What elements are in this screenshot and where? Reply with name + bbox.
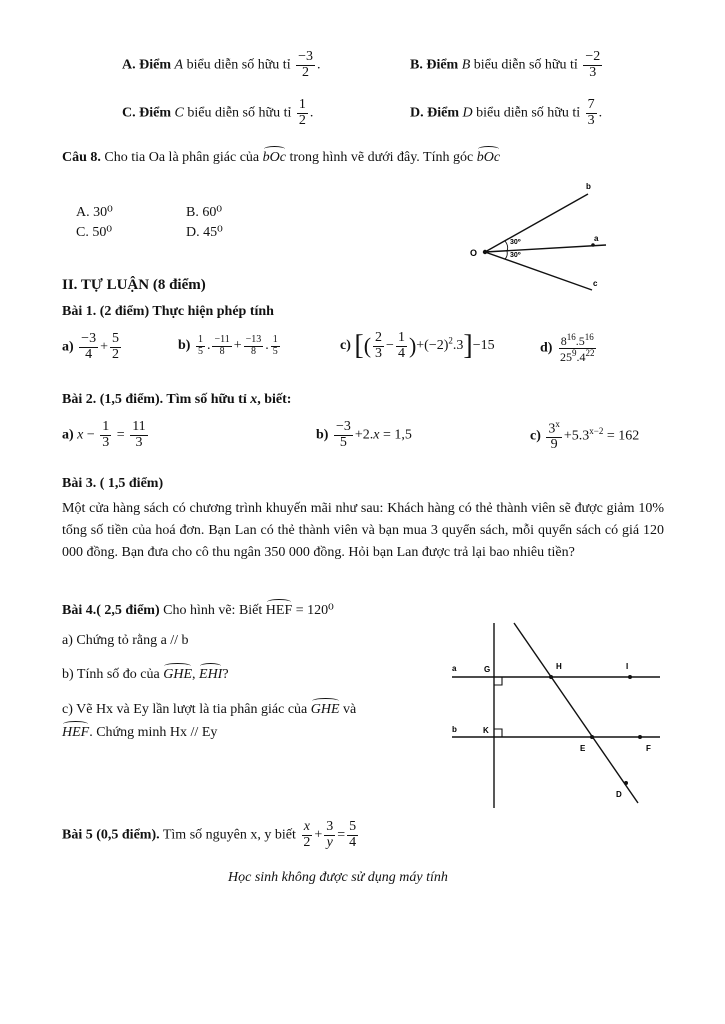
point-f <box>638 735 642 739</box>
bai3-title: Bài 3. ( 1,5 điểm) <box>62 476 164 491</box>
choice-d-fraction: $\frac{7}{3}$ <box>587 97 595 128</box>
footer-note: Học sinh không được sử dụng máy tính <box>228 870 448 885</box>
q8-option-d: D. 45⁰ <box>186 225 223 240</box>
bai1-a: a) $\frac{-3}{4}$ + $\frac{5}{2}$ <box>62 331 119 362</box>
label-d: D <box>616 790 622 799</box>
label-e: E <box>580 744 586 753</box>
choice-a-fraction: $\frac{-3}{2}$ <box>298 49 313 80</box>
point-e <box>590 735 594 739</box>
label-a: a <box>452 664 457 673</box>
point-h <box>549 675 553 679</box>
bai4-figure <box>440 615 670 815</box>
choice-a-var: A <box>174 57 184 73</box>
choice-a-label: A. Điểm <box>122 57 171 73</box>
label-k: K <box>483 726 489 735</box>
section-title: II. TỰ LUẬN (8 điểm) <box>62 277 206 293</box>
choice-c-fraction: $\frac{1}{2}$ <box>298 97 306 128</box>
question-8-text2: trong hình vẽ dưới đây. Tính góc <box>289 150 474 165</box>
bai4-b: b) Tính số đo của GHE, EHI? <box>62 667 229 682</box>
bai4-c-line1: c) Vẽ Hx và Ey lần lượt là tia phân giác của GHE và <box>62 702 357 717</box>
angle-arc-top <box>505 241 508 251</box>
label-o: O <box>470 248 478 258</box>
choice-c: C. Điểm C biểu diễn số hữu tỉ $\frac{1}{2}$ . <box>122 97 314 128</box>
q8-option-a: A. 30⁰ <box>76 205 113 220</box>
bai4-title: Bài 4.( 2,5 điểm) Cho hình vẽ: Biết HEF = 120⁰ <box>62 603 334 618</box>
right-angle-g <box>494 677 502 685</box>
choice-b-rest: biểu diễn số hữu tỉ <box>473 57 578 73</box>
bai5: Bài 5 (0,5 điểm). Tìm số nguyên x, y biết $\frac{x}{2}$ + $\frac{3}{y}$ = $\frac{5}{4}$ <box>62 819 357 850</box>
point-o <box>483 250 487 254</box>
line-hd <box>514 623 638 803</box>
question-8 <box>62 150 500 166</box>
point-i <box>628 675 632 679</box>
label-c: c <box>593 279 598 288</box>
label-f: F <box>646 744 651 753</box>
question-8-angle: bOc <box>262 150 286 165</box>
label-g: G <box>484 665 491 674</box>
bai1-title: Bài 1. (2 điểm) Thực hiện phép tính <box>62 304 274 319</box>
choice-b-label: B. Điểm <box>410 57 459 73</box>
point-a <box>591 243 595 247</box>
bai1-c: c) [( $\frac{2}{3}$ − $\frac{1}{4}$ )$+(-2)^2.3]-15$ <box>340 329 495 361</box>
question-8-angle2: bOc <box>476 150 501 165</box>
label-a: a <box>594 234 599 243</box>
choice-d: D. Điểm D biểu diễn số hữu tỉ $\frac{7}{3}$ . <box>410 97 603 128</box>
bai2-b: b) $\frac{-3}{5}$ +2.x = 1,5 <box>316 419 412 450</box>
choice-a: A. Điểm A biểu diễn số hữu tỉ $\frac{-3}{2}$ . <box>122 49 321 80</box>
label-i: I <box>626 662 629 671</box>
label-angle-1: 30⁰ <box>510 239 521 246</box>
label-h: H <box>556 662 562 671</box>
bai4-c-line2: HEF. Chứng minh Hx // Ey <box>62 725 218 740</box>
bai2-title: Bài 2. (1,5 điểm). Tìm số hữu tỉ x, biết: <box>62 392 292 407</box>
point-d <box>624 781 628 785</box>
q8-option-b: B. 60⁰ <box>186 205 222 220</box>
q8-option-c: C. 50⁰ <box>76 225 112 240</box>
bai2-a: a) x − $\frac{1}{3}$ = $\frac{11}{3}$ <box>62 419 146 450</box>
ray-oa <box>485 245 606 252</box>
choice-d-var: D <box>462 105 473 121</box>
choice-c-rest: biểu diễn số hữu tỉ <box>187 105 292 121</box>
bai2-c: c) $\frac{3^x}{9}$ $+5.3^{x-2} = 162$ <box>530 419 640 453</box>
bai1-b: b) $\frac{1}{5}$ . $\frac{-11}{8}$ + $\frac{-13}{8}$ . $\frac{1}{5}$ <box>178 334 278 357</box>
bai3-body: Một cửa hàng sách có chương trình khuyến mãi như sau: Khách hàng có thẻ thành viên sẽ được giảm 10% tổng số tiền của hoá đơn. Bạn Lan có thẻ thành viên và bạn mua 3 quyển sách, mỗi quyển sách có giá 120 000 đồng. Bạn đưa cho cô thu ngân 350 000 đồng. Hỏi bạn Lan được trả lại bao nhiêu tiền? <box>62 501 664 560</box>
choice-c-var: C <box>174 105 184 121</box>
choice-a-rest: biểu diễn số hữu tỉ <box>186 57 291 73</box>
choice-c-label: C. Điểm <box>122 105 171 121</box>
choice-b-fraction: $\frac{-2}{3}$ <box>585 49 601 80</box>
bai1-d: d) $\frac{8^{16}.5^{16}}{25^9.4^{22}}$ <box>540 332 595 364</box>
label-b: b <box>586 182 591 191</box>
choice-d-rest: biểu diễn số hữu tỉ <box>476 105 581 121</box>
choice-d-label: D. Điểm <box>410 105 459 121</box>
label-angle-2: 30⁰ <box>510 252 521 259</box>
choice-b <box>410 50 604 80</box>
question-8-text1: Cho tia Oa là phân giác của <box>104 150 260 165</box>
ray-oc <box>485 252 592 290</box>
angle-arc-bottom <box>505 251 507 259</box>
ray-ob <box>485 194 588 252</box>
right-angle-k <box>494 729 502 737</box>
label-b: b <box>452 725 457 734</box>
q8-angle-figure <box>460 180 620 295</box>
bai4-a: a) Chứng tỏ rằng a // b <box>62 633 189 648</box>
question-8-label: Câu 8. <box>62 150 101 165</box>
choice-b-var: B <box>461 57 471 73</box>
